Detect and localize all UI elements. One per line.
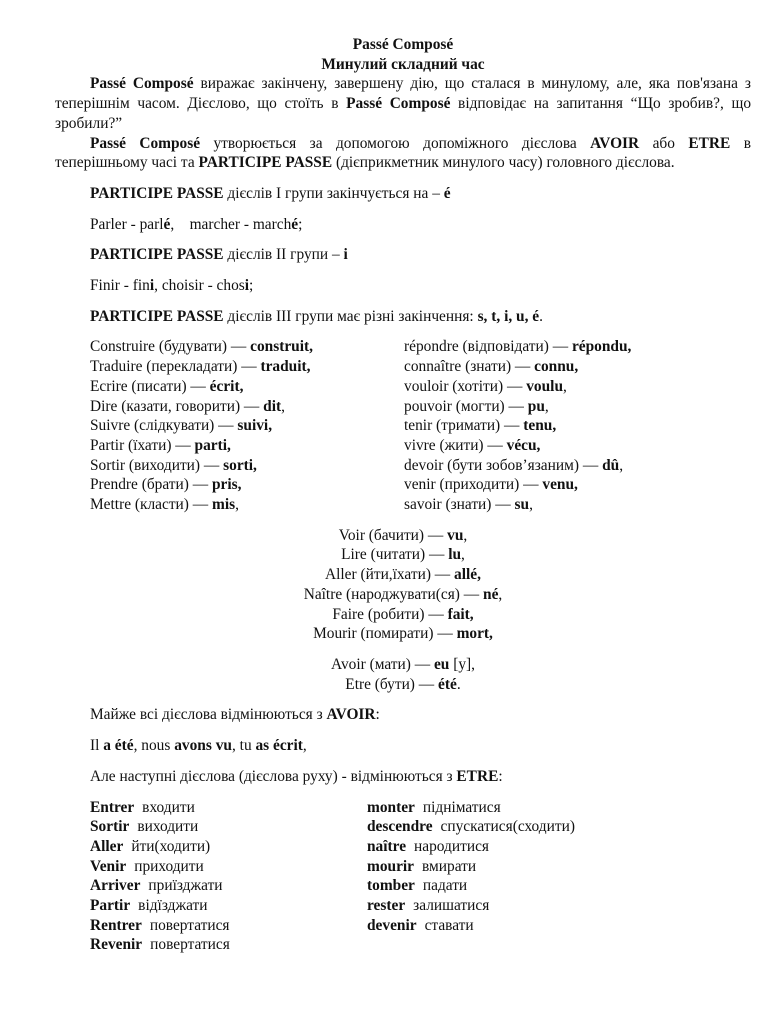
intro-paragraph-2: [55, 134, 751, 173]
verb-infinitive: Mettre (класти) —: [90, 496, 212, 514]
motion-verb-right: [367, 798, 501, 818]
group1-example: [55, 215, 751, 235]
verb-participle: né: [483, 585, 499, 603]
verb-participle: pu: [527, 397, 545, 415]
verb-infinitive: Construire (будувати) —: [90, 338, 251, 356]
verb-infinitive: tenir (тримати) —: [404, 417, 524, 435]
motion-verb-ua: підніматися: [422, 798, 501, 816]
irregular-verb-right: [404, 357, 578, 377]
avoir-note: [55, 705, 751, 725]
ending: é: [443, 184, 451, 202]
conjugation-example: [55, 736, 751, 756]
term: PARTICIPE PASSE: [198, 154, 333, 172]
irregular-verb-right: [404, 475, 578, 495]
text: :: [498, 767, 503, 785]
motion-verb-ua: спускатися(сходити): [440, 818, 575, 836]
motion-verbs-table: [55, 798, 751, 956]
text: (дієприкметник минулого часу) головного дієслова.: [332, 154, 675, 172]
irregular-verb-right: [404, 436, 540, 456]
verb-participle: vu: [447, 526, 464, 544]
verb-tail: ,: [529, 496, 533, 514]
verb-participle: traduit,: [260, 358, 311, 376]
irregular-verb-row: [55, 456, 751, 476]
term: AVOIR: [590, 134, 640, 152]
term: Passé Composé: [90, 75, 194, 93]
verb-infinitive: vivre (жити) —: [404, 436, 507, 454]
verb-infinitive: Suivre (слідкувати) —: [90, 417, 238, 435]
irregular-verb-left: [55, 377, 404, 397]
motion-verb-left: [55, 817, 367, 837]
text: відповідає на запитання “Що зробив?, що зробили?”: [55, 95, 752, 132]
text: або: [639, 134, 689, 152]
intro-paragraph-1: [55, 74, 751, 133]
text: утворюється за допомогою допоміжного дієслова: [200, 134, 591, 152]
motion-verb-row: [55, 817, 751, 837]
motion-verb-fr: monter: [367, 798, 415, 816]
irregular-verb-right: [404, 416, 556, 436]
motion-verb-ua: залишатися: [413, 897, 490, 915]
motion-verb-fr: Venir: [90, 857, 127, 875]
term: PARTICIPE PASSE: [90, 307, 224, 325]
verb-infinitive: devoir (бути зобов’язаним) —: [404, 456, 603, 474]
verb-participle: suivi,: [237, 417, 273, 435]
text: Il: [90, 737, 104, 755]
text: .: [539, 307, 543, 325]
motion-verb-fr: mourir: [367, 857, 415, 875]
verb-participle: parti,: [194, 436, 231, 454]
text: Але наступні дієслова (дієслова руху) - відмінюються з: [90, 767, 457, 785]
motion-verb-fr: devenir: [367, 916, 417, 934]
ending: é: [291, 215, 299, 233]
irregular-verb-row: [55, 357, 751, 377]
verb-participle: pris,: [211, 476, 242, 494]
verb-participle: connu,: [534, 358, 579, 376]
term: avons vu: [174, 737, 232, 755]
irregular-verb-row: [55, 337, 751, 357]
term: Passé Composé: [346, 95, 451, 113]
irregular-verb-right: [404, 377, 567, 397]
aux-verb-line: [55, 675, 751, 695]
verb-infinitive: Aller (йти,їхати) —: [325, 566, 455, 584]
irregular-verb-left: [55, 436, 404, 456]
verb-tail: ,: [563, 377, 567, 395]
verb-participle: mis: [212, 496, 236, 514]
irregular-verb-row: [55, 377, 751, 397]
motion-verb-row: [55, 857, 751, 877]
verb-tail: ,: [498, 585, 503, 603]
irregular-verb-right: [404, 495, 533, 515]
motion-verb-fr: tomber: [367, 877, 415, 895]
verb-infinitive: Prendre (брати) —: [90, 476, 212, 494]
verb-tail: .: [456, 675, 461, 693]
motion-verb-ua: приїзджати: [148, 877, 223, 895]
verb-participle: lu: [448, 546, 462, 564]
text: дієслів III групи має різні закінчення:: [223, 307, 478, 325]
motion-verb-left: [55, 916, 367, 936]
aux-verb-line: [55, 655, 751, 675]
motion-verb-fr: Entrer: [90, 798, 135, 816]
term: a été: [103, 737, 134, 755]
motion-verb-left: [55, 857, 367, 877]
text: виражає закінчену, завершену дію, що сталася в минулому, але, яка пов'язана з теперішнім часом. Дієслово, що стоїть в: [55, 75, 751, 113]
ending: é: [163, 215, 171, 233]
irregular-verb-left: [55, 475, 404, 495]
verb-participle: fait,: [447, 605, 474, 623]
ending: i: [244, 277, 250, 295]
irregular-verb-right: [404, 456, 623, 476]
term: ETRE: [688, 134, 731, 152]
motion-verb-left: [55, 837, 367, 857]
page-title: Passé Composé: [352, 36, 454, 53]
term: PARTICIPE PASSE: [90, 184, 224, 202]
verb-infinitive: Lire (читати) —: [341, 546, 449, 564]
verb-infinitive: pouvoir (могти) —: [404, 397, 528, 415]
motion-verb-ua: йти(ходити): [131, 837, 211, 855]
motion-verb-fr: naître: [367, 837, 407, 855]
text: :: [375, 706, 380, 724]
verb-participle: eu: [433, 655, 450, 673]
irregular-verb-left: [55, 397, 404, 417]
centered-verb-line: [55, 605, 751, 625]
motion-verb-ua: повертатися: [150, 936, 230, 954]
verb-tail: ,: [281, 397, 285, 415]
motion-verb-row: [55, 916, 751, 936]
group2-example: [55, 276, 751, 296]
motion-verb-left: [55, 935, 367, 955]
group1-rule: [55, 184, 751, 204]
irregular-verb-right: [404, 337, 631, 357]
verb-participle: dû: [602, 456, 620, 474]
verb-infinitive: Naître (народжувати(ся) —: [303, 585, 484, 603]
verb-infinitive: Traduire (перекладати) —: [90, 358, 261, 376]
text: ;: [298, 215, 303, 233]
verb-infinitive: vouloir (хотіти) —: [404, 377, 527, 395]
irregular-verb-row: [55, 397, 751, 417]
centered-verbs-list: [55, 526, 751, 644]
term: Passé Composé: [90, 134, 201, 152]
irregular-verb-row: [55, 475, 751, 495]
verb-participle: voulu: [526, 377, 564, 395]
page-subtitle: Минулий складний час: [321, 55, 485, 73]
verb-participle: vécu,: [506, 436, 541, 454]
verb-tail: ,: [235, 496, 239, 514]
verb-infinitive: savoir (знати) —: [404, 496, 515, 514]
verb-participle: tenu,: [523, 417, 557, 435]
motion-verb-row: [55, 935, 751, 955]
verb-participle: construit,: [250, 338, 313, 356]
motion-verb-fr: Aller: [90, 837, 124, 855]
centered-verb-line: [55, 545, 751, 565]
motion-verb-ua: виходити: [137, 818, 199, 836]
text: Finir - fin: [90, 277, 150, 295]
verb-participle: su: [514, 496, 530, 514]
verb-participle: mort,: [456, 625, 493, 643]
motion-verb-ua: повертатися: [149, 916, 230, 934]
verb-infinitive: Mourir (помирати) —: [313, 625, 457, 643]
verb-infinitive: répondre (відповідати) —: [404, 338, 572, 356]
centered-verb-line: [55, 624, 751, 644]
irregular-verb-left: [55, 495, 404, 515]
motion-verb-ua: входити: [142, 798, 195, 816]
motion-verb-fr: rester: [367, 897, 406, 915]
text: , marcher - march: [170, 215, 292, 233]
text: дієслів II групи –: [223, 246, 344, 264]
text: Майже всі дієслова відмінюються з: [90, 706, 327, 724]
motion-verb-ua: відїзджати: [138, 897, 208, 915]
motion-verb-ua: падати: [422, 877, 468, 895]
irregular-verb-left: [55, 416, 404, 436]
verb-infinitive: Partir (їхати) —: [90, 436, 195, 454]
irregular-verbs-table: [55, 337, 751, 514]
text: дієслів I групи закінчується на –: [223, 184, 444, 202]
verb-tail: ,: [461, 546, 465, 564]
motion-verb-fr: Revenir: [90, 936, 143, 954]
verb-infinitive: connaître (знати) —: [404, 358, 535, 376]
verb-infinitive: Sortir (виходити) —: [90, 456, 224, 474]
verb-participle: répondu,: [571, 338, 632, 356]
ending: i: [149, 277, 155, 295]
irregular-verb-row: [55, 495, 751, 515]
verb-participle: allé,: [454, 566, 481, 584]
term: AVOIR: [326, 706, 376, 724]
motion-verb-ua: народитися: [414, 837, 490, 855]
verb-infinitive: Dire (казати, говорити) —: [90, 397, 264, 415]
motion-verb-row: [55, 837, 751, 857]
motion-verb-row: [55, 896, 751, 916]
motion-verb-ua: ставати: [424, 916, 474, 934]
motion-verb-fr: Sortir: [90, 818, 130, 836]
auxiliary-verbs-list: [55, 655, 751, 694]
ending: i: [343, 246, 348, 264]
motion-verb-fr: Partir: [90, 897, 131, 915]
text: , choisir - chos: [154, 277, 245, 295]
centered-verb-line: [55, 585, 751, 605]
text: ;: [249, 277, 254, 295]
text: Parler - parl: [90, 215, 164, 233]
motion-verb-row: [55, 798, 751, 818]
verb-infinitive: Ecrire (писати) —: [90, 377, 210, 395]
irregular-verb-right: [404, 397, 549, 417]
motion-verb-right: [367, 876, 467, 896]
motion-verb-right: [367, 857, 476, 877]
verb-infinitive: Voir (бачити) —: [338, 526, 448, 544]
motion-verb-fr: descendre: [367, 818, 433, 836]
text: ,: [302, 737, 307, 755]
motion-verb-ua: вмирати: [422, 857, 477, 875]
irregular-verb-left: [55, 357, 404, 377]
centered-verb-line: [55, 565, 751, 585]
verb-participle: sorti,: [223, 456, 257, 474]
verb-participle: écrit,: [209, 377, 244, 395]
group3-rule: [55, 307, 751, 327]
motion-verb-left: [55, 876, 367, 896]
motion-verb-left: [55, 798, 367, 818]
verb-participle: été: [438, 675, 457, 693]
verb-infinitive: Etre (бути) —: [345, 675, 439, 693]
motion-verb-fr: Rentrer: [90, 916, 142, 934]
motion-verb-right: [367, 916, 474, 936]
irregular-verb-row: [55, 416, 751, 436]
verb-tail: ,: [544, 397, 549, 415]
motion-verb-fr: Arriver: [90, 877, 141, 895]
motion-verb-right: [367, 837, 489, 857]
text: , nous: [133, 737, 175, 755]
verb-participle: venu,: [542, 476, 578, 494]
irregular-verb-row: [55, 436, 751, 456]
motion-verb-right: [367, 817, 575, 837]
verb-infinitive: venir (приходити) —: [404, 476, 543, 494]
verb-tail: [y],: [449, 655, 476, 673]
verb-participle: dit: [263, 397, 282, 415]
verb-infinitive: Avoir (мати) —: [330, 655, 434, 673]
irregular-verb-left: [55, 337, 404, 357]
verb-infinitive: Faire (робити) —: [332, 605, 448, 623]
term: as écrit: [255, 737, 303, 755]
motion-verb-ua: приходити: [134, 857, 204, 875]
verb-tail: ,: [463, 526, 468, 544]
verb-tail: ,: [619, 456, 624, 474]
term: PARTICIPE PASSE: [90, 246, 224, 264]
term: ETRE: [456, 767, 499, 785]
group2-rule: [55, 245, 751, 265]
etre-note: [55, 767, 751, 787]
motion-verb-row: [55, 876, 751, 896]
text: в теперішньому часі та: [55, 134, 751, 172]
irregular-verb-left: [55, 456, 404, 476]
centered-verb-line: [55, 526, 751, 546]
endings: s, t, i, u, é: [477, 307, 540, 325]
motion-verb-left: [55, 896, 367, 916]
motion-verb-right: [367, 896, 489, 916]
document-page: [55, 35, 751, 955]
text: , tu: [231, 737, 256, 755]
